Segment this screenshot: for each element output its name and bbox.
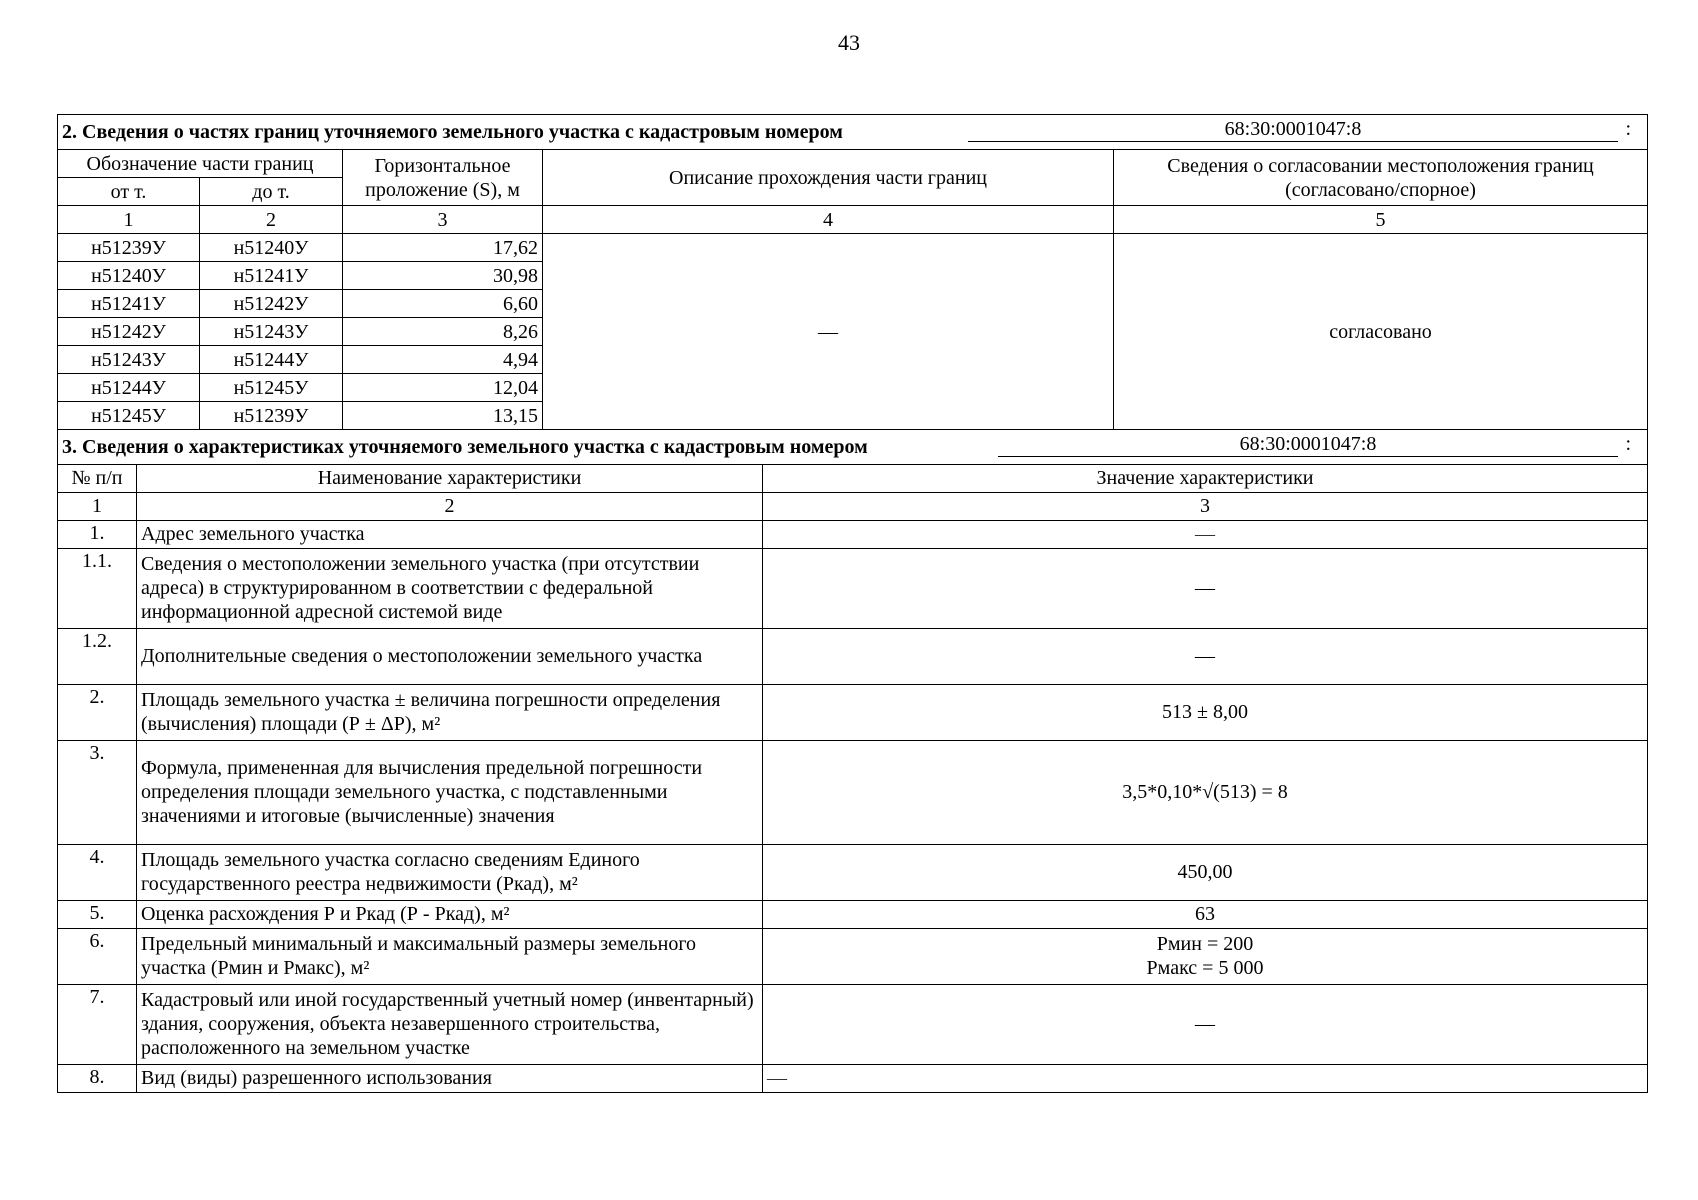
horizontal-distance: 8,26 xyxy=(343,318,543,346)
characteristic-name: Площадь земельного участка согласно сведениям Единого государственного реестра недвижимости (Ркад), м² xyxy=(137,844,763,900)
column-number: 4 xyxy=(543,206,1114,234)
table-row xyxy=(58,844,1648,900)
table-row xyxy=(58,928,1648,984)
description-value: — xyxy=(543,234,1114,430)
column-number: 2 xyxy=(200,206,343,234)
point-to: н51242У xyxy=(200,290,343,318)
section3-title-row xyxy=(58,429,1648,464)
point-from: н51245У xyxy=(58,402,200,430)
header-value: Значение характеристики xyxy=(763,464,1648,492)
horizontal-distance: 17,62 xyxy=(343,234,543,262)
horizontal-distance: 13,15 xyxy=(343,402,543,430)
row-number: 5. xyxy=(58,900,137,928)
section3-title: 3. Сведения о характеристиках уточняемого земельного участка с кадастровым номером xyxy=(62,435,868,458)
table-row xyxy=(58,234,1648,262)
point-from: н51242У xyxy=(58,318,200,346)
section3-table xyxy=(57,429,1648,1093)
point-from: н51241У xyxy=(58,290,200,318)
horizontal-distance: 6,60 xyxy=(343,290,543,318)
point-from: н51243У xyxy=(58,346,200,374)
point-from: н51240У xyxy=(58,262,200,290)
row-number: 1.1. xyxy=(58,548,137,628)
column-number: 2 xyxy=(137,492,763,520)
section3-cadastral-number: 68:30:0001047:8 xyxy=(998,432,1618,457)
table-row xyxy=(58,740,1648,844)
table-row xyxy=(58,548,1648,628)
header-name: Наименование характеристики xyxy=(137,464,763,492)
row-number: 2. xyxy=(58,684,137,740)
header-to: до т. xyxy=(200,178,343,206)
row-number: 1. xyxy=(58,520,137,548)
characteristic-value: — xyxy=(763,984,1648,1064)
characteristic-name: Предельный минимальный и максимальный размеры земельного участка (Рмин и Рмакс), м² xyxy=(137,928,763,984)
section3-colon: : xyxy=(1625,432,1631,455)
header-agreement: Сведения о согласовании местоположения границ (согласовано/спорное) xyxy=(1114,150,1648,206)
table-row xyxy=(58,520,1648,548)
section2-cadastral-number: 68:30:0001047:8 xyxy=(968,117,1618,142)
horizontal-distance: 4,94 xyxy=(343,346,543,374)
characteristic-value: — xyxy=(763,628,1648,684)
section2-title-row xyxy=(58,115,1648,150)
characteristic-value: — xyxy=(763,520,1648,548)
column-number: 3 xyxy=(763,492,1648,520)
characteristic-value: 63 xyxy=(763,900,1648,928)
header-from: от т. xyxy=(58,178,200,206)
header-description: Описание прохождения части границ xyxy=(543,150,1114,206)
characteristic-name: Оценка расхождения Р и Ркад (Р - Ркад), м² xyxy=(137,900,763,928)
point-to: н51240У xyxy=(200,234,343,262)
table-row xyxy=(58,684,1648,740)
max-size-value: Рмакс = 5 000 xyxy=(1146,957,1264,979)
horizontal-distance: 30,98 xyxy=(343,262,543,290)
row-number: 1.2. xyxy=(58,628,137,684)
table-row xyxy=(58,628,1648,684)
header-designation: Обозначение части границ xyxy=(58,150,343,178)
document-body xyxy=(57,114,1647,1093)
characteristic-value: — xyxy=(763,548,1648,628)
column-number: 3 xyxy=(343,206,543,234)
row-number: 4. xyxy=(58,844,137,900)
column-number: 5 xyxy=(1114,206,1648,234)
characteristic-name: Формула, примененная для вычисления предельной погрешности определения площади земельного участка, с подставленными значениями и итоговые (вычисленные) значения xyxy=(137,740,763,844)
row-number: 8. xyxy=(58,1064,137,1092)
column-number: 1 xyxy=(58,492,137,520)
point-to: н51239У xyxy=(200,402,343,430)
point-from: н51244У xyxy=(58,374,200,402)
point-to: н51241У xyxy=(200,262,343,290)
characteristic-name: Площадь земельного участка ± величина погрешности определения (вычисления) площади (Р ± ΔР), м² xyxy=(137,684,763,740)
section2-colon: : xyxy=(1625,118,1632,140)
characteristic-value: 513 ± 8,00 xyxy=(763,684,1648,740)
characteristic-name: Дополнительные сведения о местоположении земельного участка xyxy=(137,628,763,684)
agreement-value: согласовано xyxy=(1114,234,1648,430)
row-number: 7. xyxy=(58,984,137,1064)
table-row xyxy=(58,984,1648,1064)
column-number: 1 xyxy=(58,206,200,234)
characteristic-name: Вид (виды) разрешенного использования xyxy=(137,1064,763,1092)
horizontal-distance: 12,04 xyxy=(343,374,543,402)
table-row xyxy=(58,900,1648,928)
point-from: н51239У xyxy=(58,234,200,262)
point-to: н51245У xyxy=(200,374,343,402)
characteristic-value: — xyxy=(763,1064,1648,1092)
page-number: 43 xyxy=(838,30,860,55)
point-to: н51244У xyxy=(200,346,343,374)
min-size-value: Рмин = 200 xyxy=(1156,933,1254,955)
characteristic-name: Кадастровый или иной государственный учетный номер (инвентарный) здания, сооружения, объекта незавершенного строительства, расположенного на земельном участке xyxy=(137,984,763,1064)
characteristic-value: 3,5*0,10*√(513) = 8 xyxy=(763,740,1648,844)
header-horizontal: Горизонтальное проложение (S), м xyxy=(343,150,543,206)
section2-title: 2. Сведения о частях границ уточняемого земельного участка с кадастровым номером xyxy=(62,121,843,143)
characteristic-value-range xyxy=(763,928,1648,984)
table-row xyxy=(58,1064,1648,1092)
characteristic-name: Адрес земельного участка xyxy=(137,520,763,548)
header-num: № п/п xyxy=(58,464,137,492)
characteristic-name: Сведения о местоположении земельного участка (при отсутствии адреса) в структурированном в соответствии с федеральной информационной адресной системой виде xyxy=(137,548,763,628)
row-number: 6. xyxy=(58,928,137,984)
characteristic-value: 450,00 xyxy=(763,844,1648,900)
row-number: 3. xyxy=(58,740,137,844)
section2-table xyxy=(57,114,1648,430)
point-to: н51243У xyxy=(200,318,343,346)
